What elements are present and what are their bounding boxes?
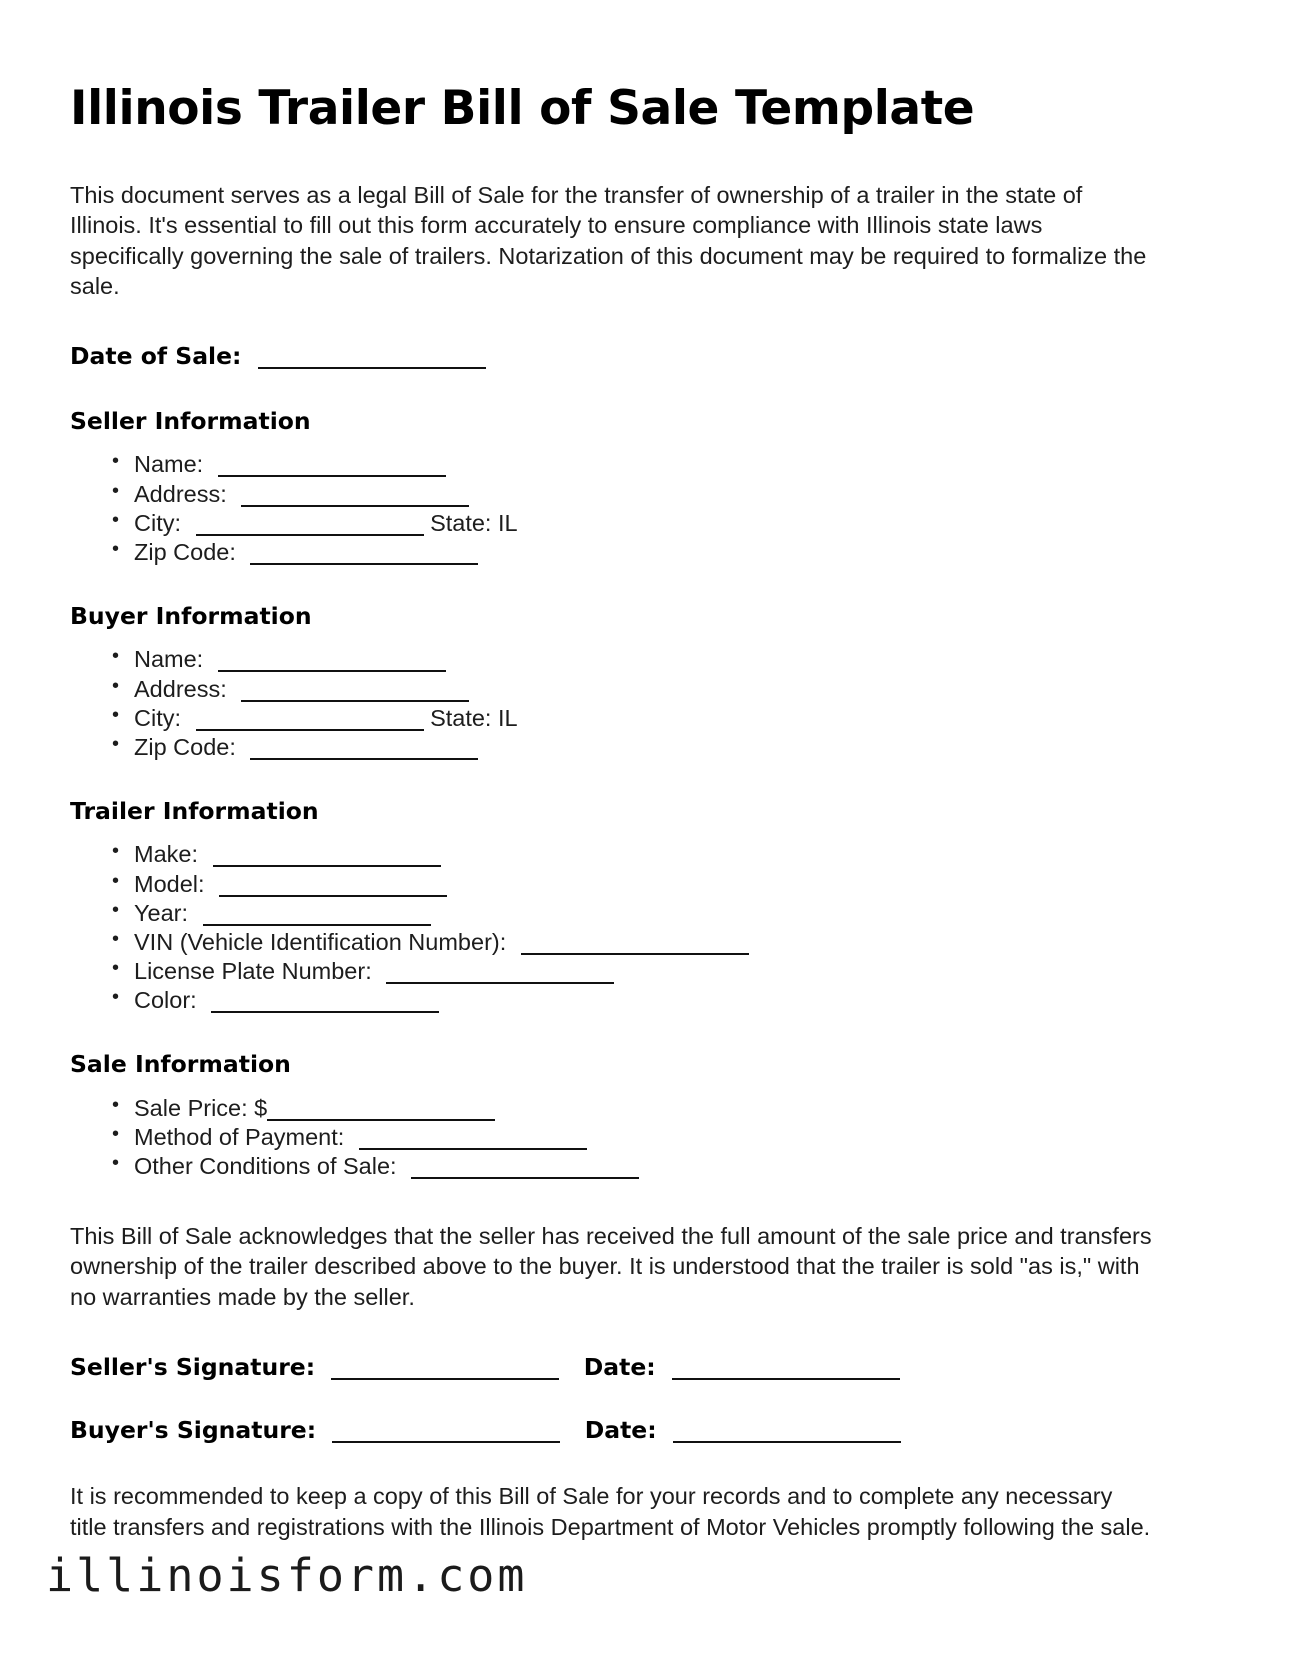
list-item [112,928,1227,957]
trailer-color-blank[interactable] [211,995,439,1013]
list-item [112,645,1227,674]
seller-city-blank[interactable] [196,518,424,536]
list-item [112,704,1227,733]
trailer-model-label: Model: [134,870,205,897]
buyer-zip-blank[interactable] [250,742,478,760]
list-item [112,450,1227,479]
seller-address-label: Address: [134,480,227,507]
sale-price-label: Sale Price: $ [134,1094,268,1121]
trailer-year-label: Year: [134,899,189,926]
list-item [112,957,1227,986]
closing-paragraph: It is recommended to keep a copy of this Bill of Sale for your records and to complete any necessary title transfers and registrations with the Illinois Department of Motor Vehicles promptly following the sale. [70,1483,1151,1540]
seller-zip-label: Zip Code: [134,538,236,565]
list-item [112,986,1227,1015]
date-of-sale-label: Date of Sale: [70,342,242,371]
seller-name-label: Name: [134,451,204,478]
seller-city-label: City: [134,509,181,536]
seller-signature-blank[interactable] [331,1362,559,1380]
buyer-information-heading: Buyer Information [70,601,312,630]
method-of-payment-blank[interactable] [359,1132,587,1150]
buyer-signature-row [70,1415,1227,1446]
other-conditions-blank[interactable] [411,1161,639,1179]
date-of-sale-blank[interactable] [258,351,486,369]
buyer-date-blank[interactable] [673,1425,901,1443]
list-item [112,840,1227,869]
buyer-date-label: Date: [584,1415,657,1444]
trailer-vin-label: VIN (Vehicle Identification Number): [134,928,507,955]
list-item [112,899,1227,928]
list-item [112,1152,1227,1181]
trailer-vin-blank[interactable] [521,937,749,955]
intro-paragraph: This document serves as a legal Bill of Sale for the transfer of ownership of a trailer in the state of Illinois. It's essential to fill out this form accurately to ensure compliance with Illinois state laws specifically governing the sale of trailers. Notarization of this document may be required to formalize the sale. [70,182,1147,299]
list-item [112,538,1227,567]
buyer-name-label: Name: [134,646,204,673]
buyer-state-value: State: IL [430,704,518,731]
seller-state-value: State: IL [430,509,518,536]
seller-address-blank[interactable] [241,489,469,507]
trailer-make-blank[interactable] [213,849,441,867]
trailer-make-label: Make: [134,841,198,868]
list-item [112,1094,1227,1123]
list-item [112,675,1227,704]
seller-name-blank[interactable] [218,459,446,477]
buyer-signature-blank[interactable] [332,1425,560,1443]
list-item [112,733,1227,762]
acknowledgment-paragraph: This Bill of Sale acknowledges that the seller has received the full amount of the sale price and transfers ownership of the trailer described above to the buyer. It is understood that the trailer is sold "as is," with no warranties made by the seller. [70,1223,1152,1310]
page-title: Illinois Trailer Bill of Sale Template [70,81,975,136]
buyer-zip-label: Zip Code: [134,733,236,760]
list-item [112,509,1227,538]
list-item [112,1123,1227,1152]
trailer-information-list [70,840,1227,1015]
trailer-license-plate-label: License Plate Number: [134,957,372,984]
seller-information-list [70,450,1227,567]
trailer-color-label: Color: [134,987,197,1014]
buyer-address-label: Address: [134,675,227,702]
footer-watermark: illinoisform.com [46,1549,528,1602]
buyer-signature-label: Buyer's Signature: [70,1415,317,1444]
list-item [112,480,1227,509]
trailer-license-plate-blank[interactable] [386,966,614,984]
buyer-address-blank[interactable] [241,684,469,702]
buyer-name-blank[interactable] [218,654,446,672]
sale-information-list [70,1094,1227,1181]
buyer-information-list [70,645,1227,762]
seller-zip-blank[interactable] [250,547,478,565]
buyer-city-label: City: [134,704,181,731]
trailer-model-blank[interactable] [219,879,447,897]
sale-information-heading: Sale Information [70,1050,291,1079]
date-of-sale-row [70,341,1227,372]
trailer-year-blank[interactable] [203,908,431,926]
buyer-city-blank[interactable] [196,713,424,731]
list-item [112,870,1227,899]
seller-date-blank[interactable] [672,1362,900,1380]
method-of-payment-label: Method of Payment: [134,1123,345,1150]
sale-price-blank[interactable] [267,1103,495,1121]
seller-date-label: Date: [583,1353,656,1382]
seller-signature-label: Seller's Signature: [70,1353,316,1382]
seller-signature-row [70,1352,1227,1383]
seller-information-heading: Seller Information [70,406,311,435]
trailer-information-heading: Trailer Information [70,796,319,825]
other-conditions-label: Other Conditions of Sale: [134,1153,397,1180]
